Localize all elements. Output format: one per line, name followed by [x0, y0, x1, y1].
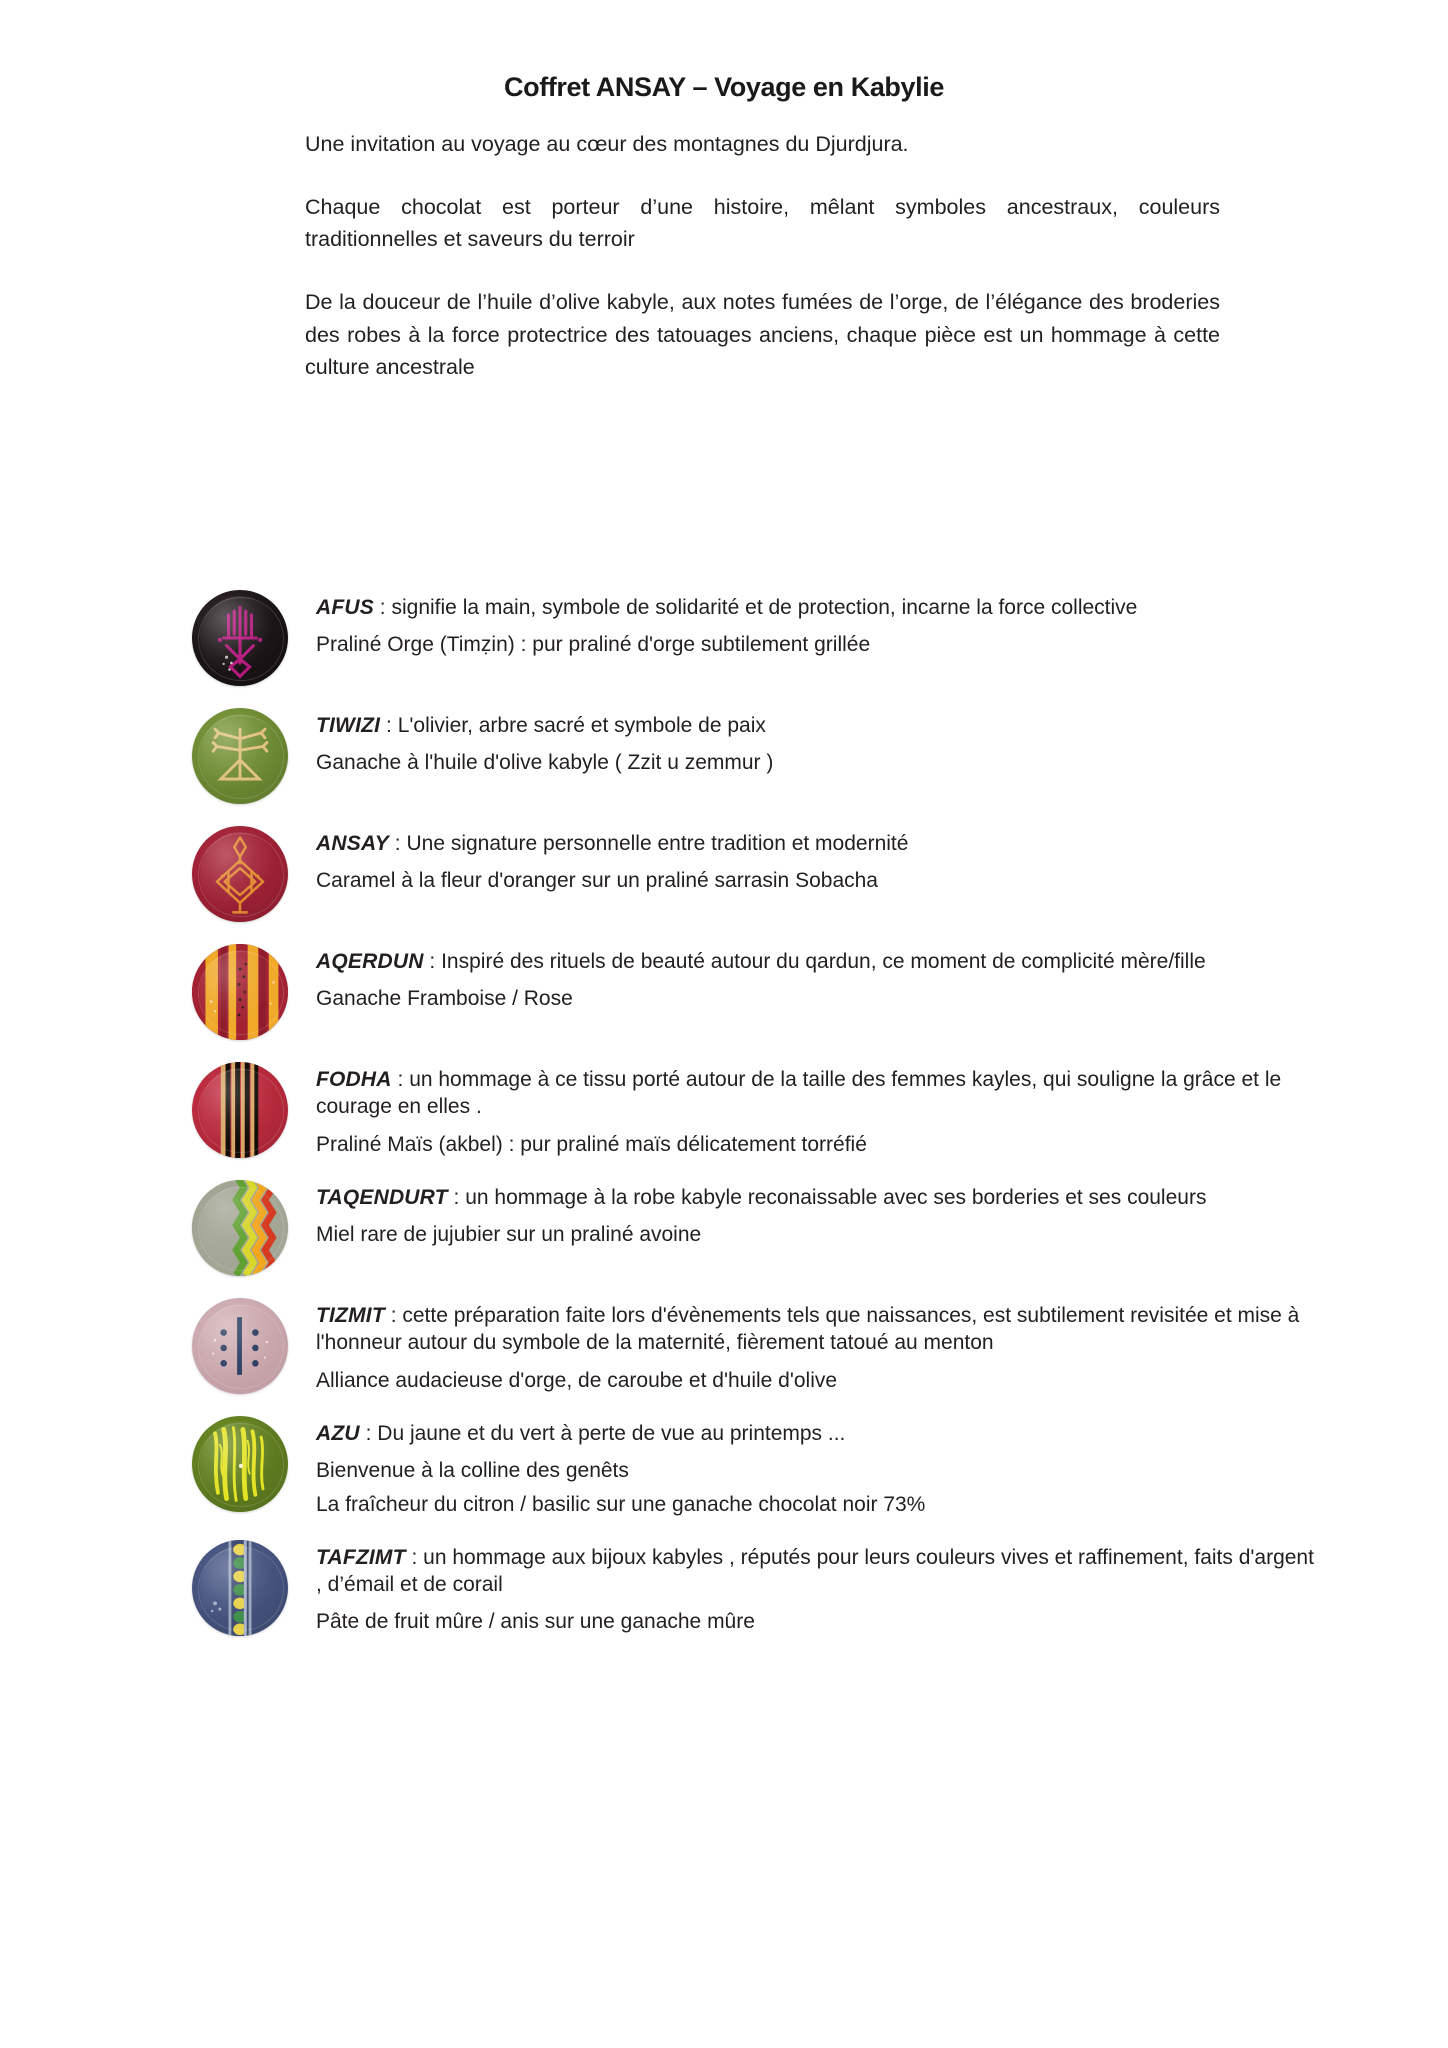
item-description — [316, 712, 1316, 739]
item-texts — [292, 1540, 1356, 1636]
item-separator: : — [388, 832, 407, 855]
item-recipe: Alliance audacieuse d'orge, de caroube et d'huile d'olive — [316, 1368, 838, 1392]
item-recipe: Praliné Maïs (akbel) : pur praliné maïs délicatement torréfié — [316, 1132, 867, 1156]
item-description — [316, 1302, 1316, 1357]
item-description — [316, 1544, 1316, 1599]
intro-paragraph-3: De la douceur de l’huile d’olive kabyle, aux notes fumées de l’orge, de l’élégance des broderies des robes à la force protectrice des tatouages anciens, chaque pièce est un hommage à cette culture ancestrale — [305, 290, 1220, 380]
item-description-text: L'olivier, arbre sacré et symbole de paix — [397, 714, 766, 737]
disc-container — [188, 1416, 292, 1512]
taqendurt-chocolate-disc — [192, 1180, 288, 1276]
item-name: TIZMIT — [316, 1304, 385, 1327]
item-name: TAQENDURT — [316, 1186, 448, 1209]
item-name: TIWIZI — [316, 714, 381, 737]
tafzimt-chocolate-disc — [192, 1540, 288, 1636]
disc-container — [188, 1540, 292, 1636]
item-separator: : — [423, 950, 442, 973]
list-item — [0, 1416, 1448, 1518]
disc-container — [188, 708, 292, 804]
list-item — [0, 1062, 1448, 1158]
item-name: ANSAY — [316, 832, 389, 855]
item-texts — [292, 708, 1356, 777]
azu-chocolate-disc — [192, 1416, 288, 1512]
ansay-chocolate-disc — [192, 826, 288, 922]
item-name: TAFZIMT — [316, 1545, 406, 1569]
page-title: Coffret ANSAY – Voyage en Kabylie — [504, 72, 944, 102]
item-name: AZU — [316, 1422, 360, 1445]
intro-block — [305, 128, 1220, 414]
item-description-text: cette préparation faite lors d'évènements tels que naissances, est subtilement revisitée et mise à l'honneur autour du symbole de la maternité, fièrement tatoué au menton — [316, 1304, 1300, 1355]
item-description-text: Du jaune et du vert à perte de vue au printemps ... — [377, 1422, 846, 1445]
disc-container — [188, 944, 292, 1040]
item-texts — [292, 826, 1356, 895]
fodha-chocolate-disc — [192, 1062, 288, 1158]
item-name: FODHA — [316, 1068, 392, 1091]
item-description-text: un hommage à ce tissu porté autour de la taille des femmes kayles, qui souligne la grâce et le courage en elles . — [316, 1068, 1282, 1119]
item-recipe: Caramel à la fleur d'oranger sur un praliné sarrasin Sobacha — [316, 869, 878, 893]
disc-container — [188, 1062, 292, 1158]
afus-chocolate-disc — [192, 590, 288, 686]
disc-container — [188, 826, 292, 922]
item-name: AQERDUN — [316, 950, 424, 973]
item-description — [316, 1420, 1316, 1447]
item-separator: : — [447, 1186, 466, 1209]
item-separator: : — [373, 596, 392, 619]
item-texts — [292, 1062, 1356, 1158]
item-recipe: Miel rare de jujubier sur un praliné avoine — [316, 1223, 702, 1247]
item-description-text: un hommage aux bijoux kabyles , réputés pour leurs couleurs vives et raffinement, faits d'argent , d’émail et de corail — [316, 1545, 1314, 1597]
item-texts — [292, 944, 1356, 1013]
list-item — [0, 1180, 1448, 1276]
item-description — [316, 1184, 1316, 1211]
item-description-text: Inspiré des rituels de beauté autour du qardun, ce moment de complicité mère/fille — [441, 950, 1206, 973]
list-item — [0, 826, 1448, 922]
item-recipe: Praliné Orge (Timẓin) : pur praliné d'orge subtilement grillée — [316, 633, 871, 657]
chocolate-list — [0, 590, 1448, 1658]
list-item — [0, 944, 1448, 1040]
disc-container — [188, 590, 292, 686]
item-separator: : — [405, 1545, 424, 1569]
item-texts — [292, 590, 1356, 659]
item-recipe: Bienvenue à la colline des genêts — [316, 1459, 629, 1483]
item-description — [316, 1066, 1316, 1121]
tiwizi-chocolate-disc — [192, 708, 288, 804]
item-description — [316, 830, 1316, 857]
item-texts — [292, 1180, 1356, 1249]
item-texts — [292, 1298, 1356, 1394]
intro-paragraph-1: Une invitation au voyage au cœur des montagnes du Djurdjura. — [305, 132, 909, 156]
intro-paragraph-2: Chaque chocolat est porteur d’une histoire, mêlant symboles ancestraux, couleurs traditionnelles et saveurs du terroir — [305, 194, 1220, 252]
item-description — [316, 594, 1316, 621]
item-separator: : — [391, 1068, 410, 1091]
item-separator: : — [384, 1304, 403, 1327]
item-recipe: Ganache Framboise / Rose — [316, 987, 573, 1011]
item-description-text: Une signature personnelle entre tradition et modernité — [406, 832, 909, 855]
item-extra: La fraîcheur du citron / basilic sur une ganache chocolat noir 73% — [316, 1492, 926, 1516]
aqerdun-chocolate-disc — [192, 944, 288, 1040]
item-description-text: signifie la main, symbole de solidarité et de protection, incarne la force collective — [391, 596, 1138, 619]
item-name: AFUS — [316, 596, 374, 619]
item-separator: : — [359, 1422, 378, 1445]
disc-container — [188, 1180, 292, 1276]
item-recipe: Ganache à l'huile d'olive kabyle ( Zzit u zemmur ) — [316, 751, 774, 775]
item-description-text: un hommage à la robe kabyle reconaissable avec ses borderies et ses couleurs — [465, 1186, 1207, 1209]
list-item — [0, 1540, 1448, 1636]
list-item — [0, 1298, 1448, 1394]
list-item — [0, 590, 1448, 686]
item-texts — [292, 1416, 1356, 1518]
list-item — [0, 708, 1448, 804]
item-separator: : — [380, 714, 398, 737]
item-recipe: Pâte de fruit mûre / anis sur une ganache mûre — [316, 1610, 755, 1634]
item-description — [316, 948, 1316, 975]
disc-container — [188, 1298, 292, 1394]
tizmit-chocolate-disc — [192, 1298, 288, 1394]
